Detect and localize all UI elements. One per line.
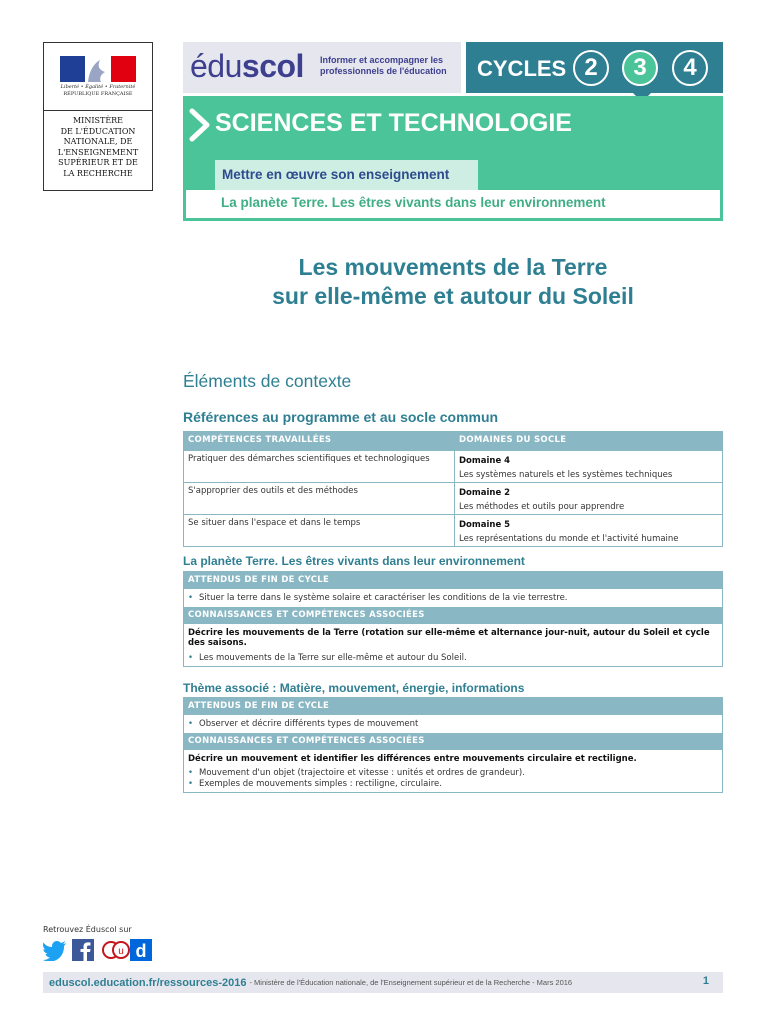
page-title: Les mouvements de la Terre sur elle-même et autour du Soleil (272, 254, 634, 309)
connaissances-list (184, 652, 722, 667)
marianne-flag-icon (60, 56, 136, 82)
theme-label: La planète Terre. Les êtres vivants dans leur environnement (186, 190, 720, 218)
attendus-header: ATTENDUS DE FIN DE CYCLE (184, 698, 722, 715)
attendus-list (184, 715, 722, 733)
cycle-3-badge[interactable]: 3 (622, 50, 658, 86)
facebook-icon[interactable] (72, 939, 96, 961)
eduscol-logo[interactable]: éduscol (190, 48, 304, 84)
references-table (183, 431, 723, 547)
context-heading: Éléments de contexte (183, 371, 352, 391)
page-number: 1 (702, 975, 709, 987)
list-item: • Mouvement d'un objet (trajectoire et vitesse : unités et ordres de grandeur). (188, 768, 525, 778)
footer-text: - Ministère de l'Éducation nationale, de l'Enseignement supérieur et de la Recherche - Mars 2016 (249, 978, 573, 987)
canope-icon[interactable] (101, 939, 125, 961)
ministry-name: MINISTÈRE DE L'ÉDUCATION NATIONALE, DE L'ENSEIGNEMENT SUPÉRIEUR ET DE LA RECHERCHE (57, 116, 139, 178)
attendus-list (184, 589, 722, 607)
connaissances-header: CONNAISSANCES ET COMPÉTENCES ASSOCIÉES (184, 607, 722, 624)
cycle-2-badge[interactable]: 2 (573, 50, 609, 86)
domain-cell: Domaine 4 Les systèmes naturels et les systèmes techniques (459, 456, 673, 480)
connaissances-statement: Décrire les mouvements de la Terre (rotation sur elle-même et alternance jour-nuit, autour du Soleil et cycle des saisons. (188, 627, 710, 648)
svg-text:d: d (135, 941, 147, 961)
table-row (184, 482, 722, 514)
section-title: La planète Terre. Les êtres vivants dans leur environnement (183, 554, 525, 568)
attendus-header: ATTENDUS DE FIN DE CYCLE (184, 572, 722, 589)
footer-bar (43, 972, 723, 993)
list-item: • Exemples de mouvements simples : rectiligne, circulaire. (188, 778, 442, 789)
mettre-label: Mettre en œuvre son enseignement (215, 160, 478, 190)
subject-title: SCIENCES ET TECHNOLOGIE (215, 109, 572, 137)
subject-banner (183, 96, 723, 221)
svg-text:u: u (118, 946, 124, 957)
column-header: DOMAINES DU SOCLE (459, 435, 567, 445)
domain-cell: Domaine 5 Les représentations du monde et l'activité humaine (459, 520, 679, 544)
twitter-icon[interactable] (43, 939, 67, 961)
table-header-row (184, 432, 722, 450)
cycles-label: CYCLES (477, 56, 567, 81)
dailymotion-icon[interactable] (130, 939, 154, 961)
section-title: Thème associé : Matière, mouvement, énergie, informations (183, 681, 525, 695)
follow-text: Retrouvez Éduscol sur (43, 925, 132, 934)
republic-text: RÉPUBLIQUE FRANÇAISE (63, 91, 133, 97)
list-item: • Les mouvements de la Terre sur elle-même et autour du Soleil. (188, 652, 467, 663)
footer-link[interactable]: eduscol.education.fr/ressources-2016 (49, 976, 247, 989)
table-row (184, 514, 722, 546)
competence-cell: S'approprier des outils et des méthodes (184, 483, 455, 514)
eduscol-banner[interactable] (183, 42, 461, 93)
section2-box (183, 697, 723, 793)
ministry-logo (43, 42, 153, 191)
logo-divider (44, 110, 152, 111)
domain-cell: Domaine 2 Les méthodes et outils pour apprendre (459, 488, 625, 512)
cycle-4-badge[interactable]: 4 (672, 50, 708, 86)
chevron-right-icon (187, 108, 215, 142)
list-item: • Situer la terre dans le système solaire et caractériser les conditions de la vie terrestre. (188, 593, 568, 603)
connaissances-list (184, 767, 722, 792)
connaissances-header: CONNAISSANCES ET COMPÉTENCES ASSOCIÉES (184, 733, 722, 750)
references-heading: Références au programme et au socle commun (183, 409, 499, 425)
eduscol-tagline: Informer et accompagner les professionnels de l'éducation (320, 55, 447, 76)
social-links (43, 939, 154, 961)
list-item: • Observer et décrire différents types de mouvement (188, 719, 419, 729)
section1-box (183, 571, 723, 667)
competence-cell: Pratiquer des démarches scientifiques et technologiques (184, 451, 455, 482)
cycles-banner (466, 42, 723, 93)
column-header: COMPÉTENCES TRAVAILLÉES (188, 435, 332, 445)
motto-text: Liberté • Égalité • Fraternité (60, 84, 136, 90)
table-row (184, 450, 722, 482)
connaissances-statement: Décrire un mouvement et identifier les différences entre mouvements circulaire et rectiligne. (188, 753, 637, 764)
competence-cell: Se situer dans l'espace et dans le temps (184, 515, 455, 546)
